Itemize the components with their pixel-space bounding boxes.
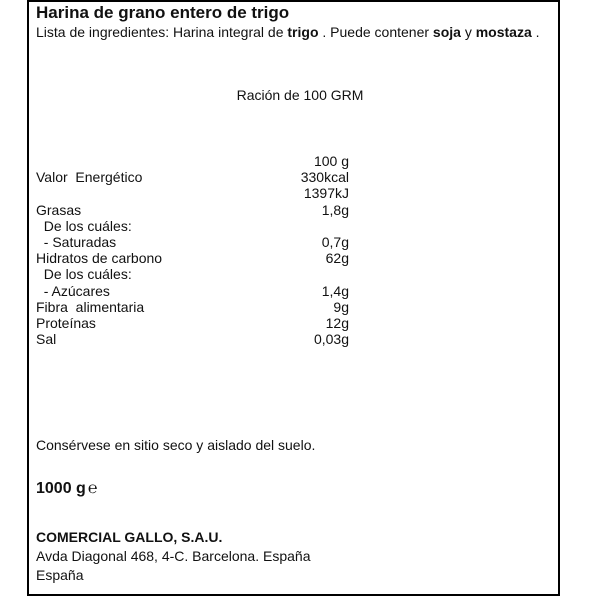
nutrition-label: Proteínas xyxy=(36,315,96,331)
ingredients-middle: . Puede contener xyxy=(318,24,433,40)
nutrition-label: Grasas xyxy=(36,202,82,218)
estimated-sign-icon: ℮ xyxy=(87,480,98,497)
allergen-soja: soja xyxy=(432,24,461,40)
net-weight-value: 1000 g xyxy=(36,480,86,497)
product-title: Harina de grano entero de trigo xyxy=(36,3,290,22)
nutrition-value: 0,7g xyxy=(321,234,349,250)
ingredients-list xyxy=(36,24,540,40)
nutrition-label: - Azúcares xyxy=(36,283,110,299)
ingredients-connector: y xyxy=(460,24,476,40)
company-address: Avda Diagonal 468, 4-C. Barcelona. España xyxy=(36,548,311,564)
nutrition-value: 1,4g xyxy=(321,283,349,299)
nutrition-value: 1397kJ xyxy=(303,185,349,201)
nutrition-label: Hidratos de carbono xyxy=(36,250,163,266)
nutrition-value: 1,8g xyxy=(321,202,349,218)
nutrition-label: De los cuáles: xyxy=(36,266,132,282)
ingredients-suffix: . xyxy=(531,24,540,40)
nutrition-value: 12g xyxy=(325,315,349,331)
storage-instructions: Consérvese en sitio seco y aislado del suelo. xyxy=(36,437,316,453)
nutrition-label: Sal xyxy=(36,331,57,347)
serving-size: Ración de 100 GRM xyxy=(236,87,364,103)
nutrition-value: 330kcal xyxy=(300,169,349,185)
ingredients-prefix: Lista de ingredientes: Harina integral de xyxy=(36,24,288,40)
net-weight xyxy=(36,480,97,498)
nutrition-value: 9g xyxy=(333,299,349,315)
nutrition-label: - Saturadas xyxy=(36,234,117,250)
allergen-trigo: trigo xyxy=(287,24,319,40)
nutrition-label: Fibra alimentaria xyxy=(36,299,145,315)
nutrition-header-value: 100 g xyxy=(313,153,349,169)
nutrition-label: Valor Energético xyxy=(36,169,143,185)
company-name: COMERCIAL GALLO, S.A.U. xyxy=(36,529,223,545)
company-country: España xyxy=(36,567,84,583)
nutrition-label: De los cuáles: xyxy=(36,218,132,234)
nutrition-value: 62g xyxy=(325,250,349,266)
allergen-mostaza: mostaza xyxy=(475,24,532,40)
nutrition-value: 0,03g xyxy=(313,331,349,347)
